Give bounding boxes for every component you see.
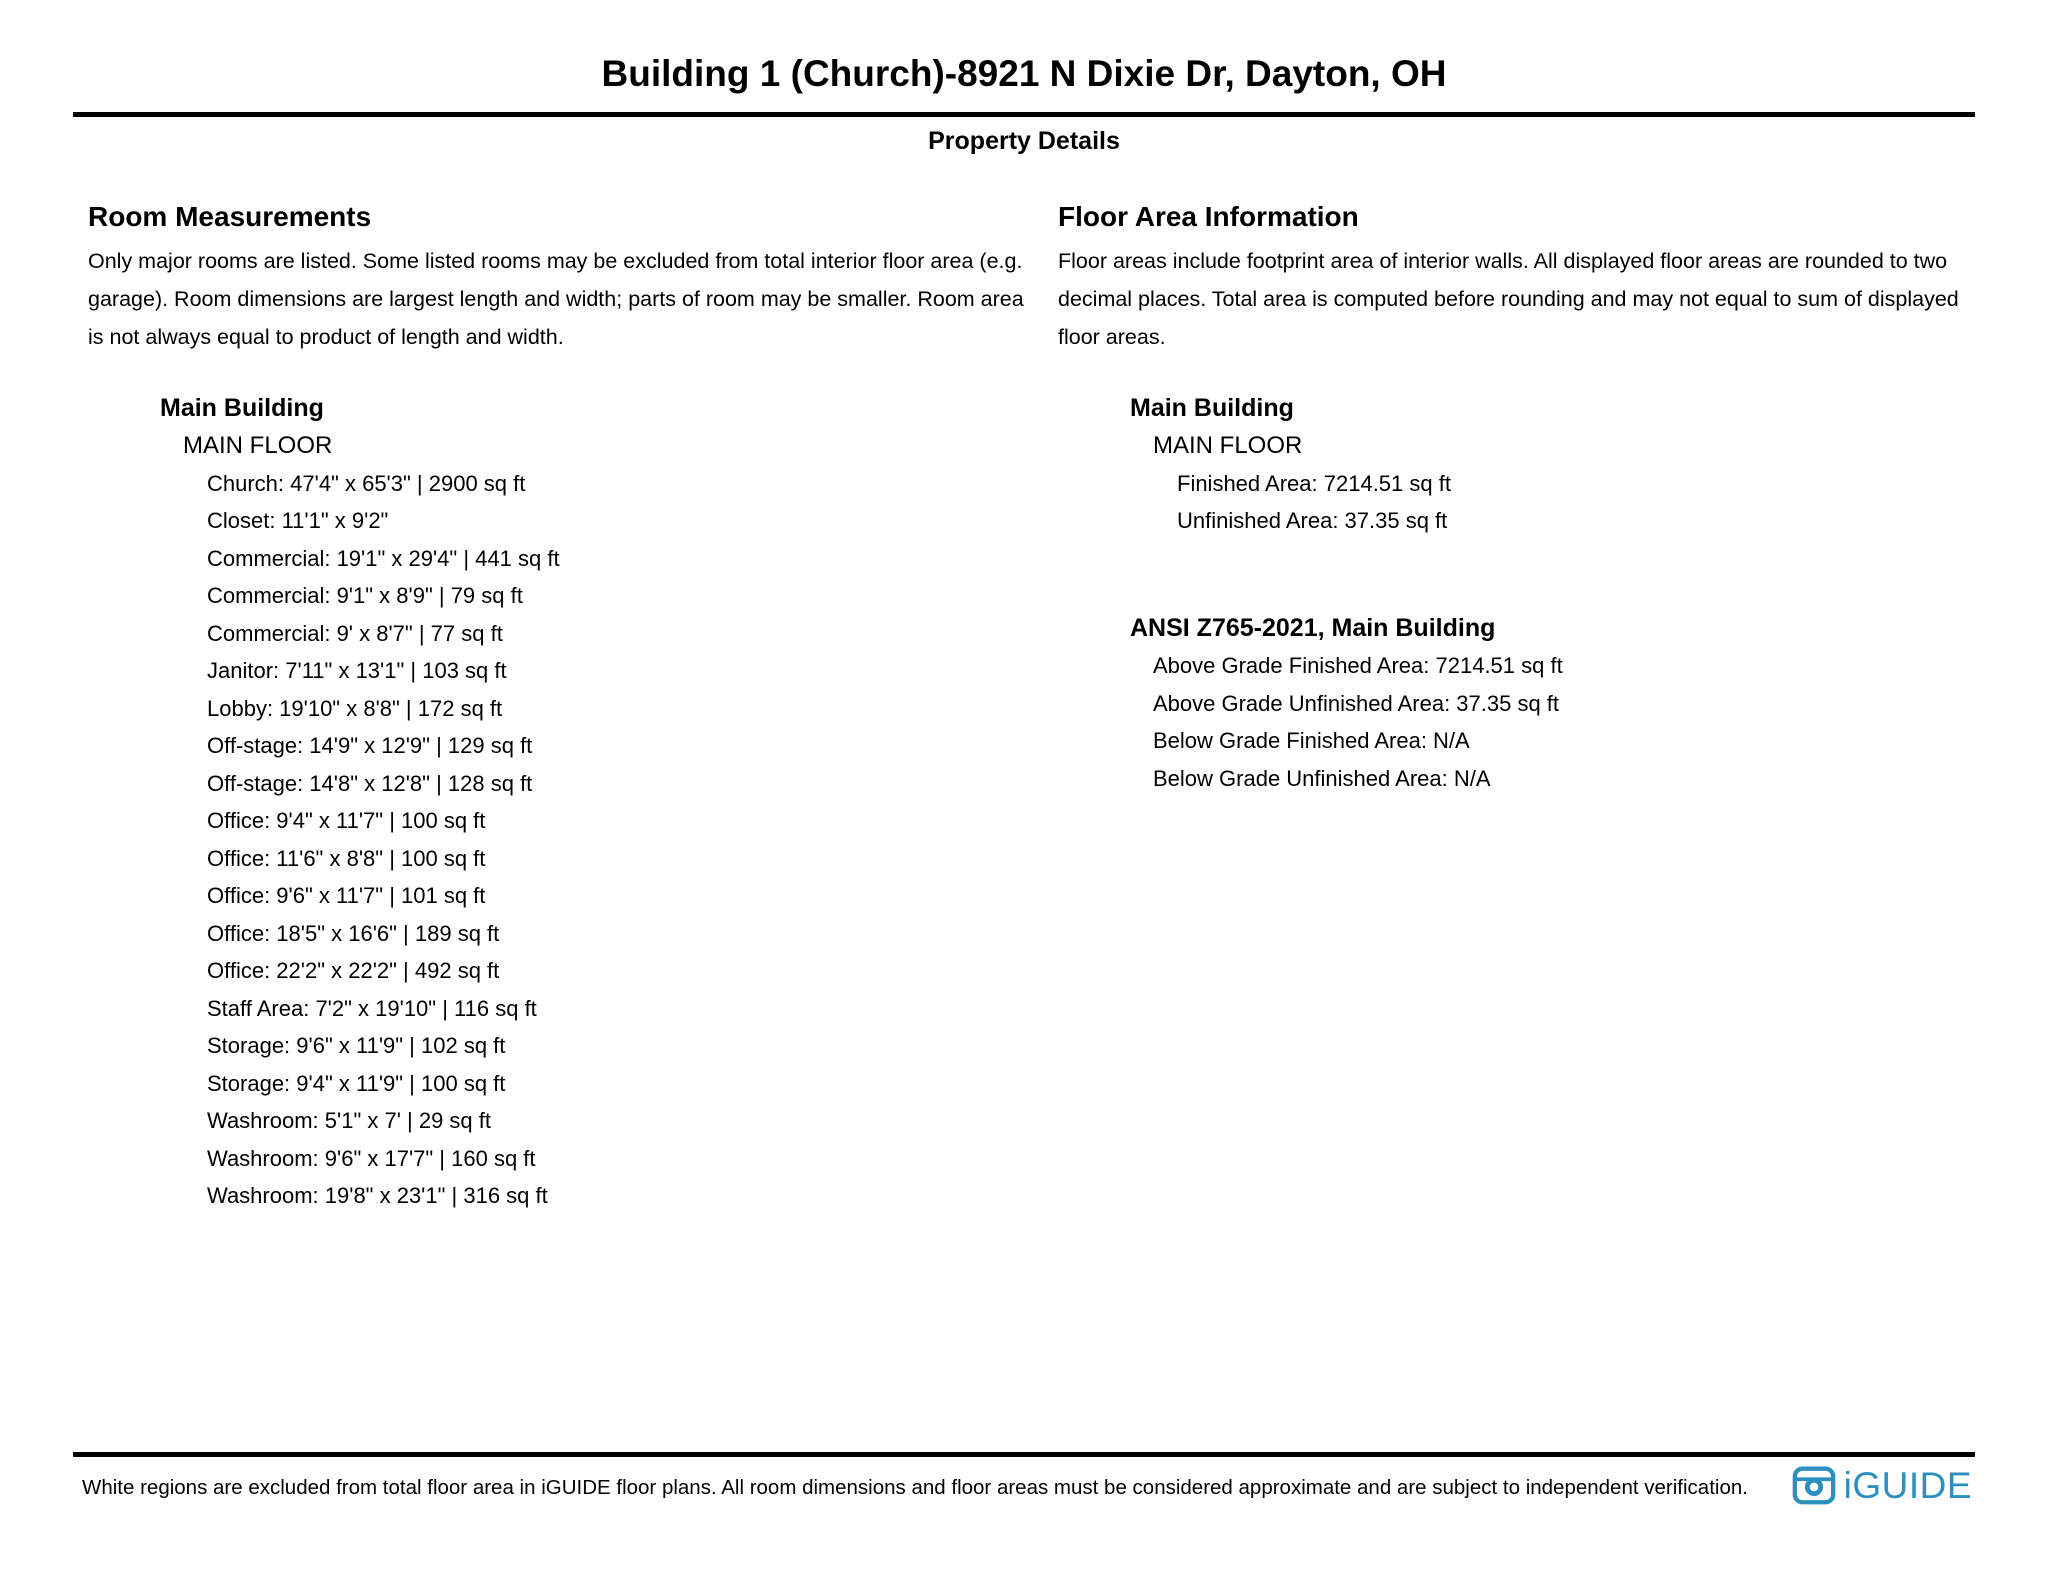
ansi-item: Below Grade Finished Area: N/A xyxy=(1153,728,1470,754)
room-item: Church: 47'4" x 65'3" | 2900 sq ft xyxy=(207,470,526,496)
building-name: Main Building xyxy=(1130,393,1294,422)
ansi-list xyxy=(1153,647,1988,797)
room-item: Commercial: 19'1" x 29'4" | 441 sq ft xyxy=(207,545,560,571)
room-item: Closet: 11'1" x 9'2" xyxy=(207,508,389,534)
ansi-item: Below Grade Unfinished Area: N/A xyxy=(1153,765,1491,791)
ansi-block xyxy=(1058,610,1988,798)
area-list xyxy=(1177,465,1988,540)
room-item: Off-stage: 14'8" x 12'8" | 128 sq ft xyxy=(207,770,533,796)
iguide-logo-text: iGUIDE xyxy=(1843,1464,1972,1506)
content-columns xyxy=(0,200,2048,1215)
room-item: Washroom: 19'8" x 23'1" | 316 sq ft xyxy=(207,1183,548,1209)
area-item: Unfinished Area: 37.35 sq ft xyxy=(1177,508,1448,534)
room-item: Storage: 9'6" x 11'9" | 102 sq ft xyxy=(207,1033,506,1059)
room-item: Lobby: 19'10" x 8'8" | 172 sq ft xyxy=(207,695,503,721)
floor-area-heading: Floor Area Information xyxy=(1058,201,1359,233)
room-item: Commercial: 9' x 8'7" | 77 sq ft xyxy=(207,620,503,646)
room-item: Washroom: 9'6" x 17'7" | 160 sq ft xyxy=(207,1145,536,1171)
page-subtitle: Property Details xyxy=(928,127,1120,156)
room-item: Office: 18'5" x 16'6" | 189 sq ft xyxy=(207,920,500,946)
footer-disclaimer: White regions are excluded from total floor area in iGUIDE floor plans. All room dimensions and floor areas must be considered approximate and are subject to independent verification. xyxy=(82,1476,1748,1499)
ansi-heading: ANSI Z765-2021, Main Building xyxy=(1130,613,1496,642)
building-name: Main Building xyxy=(160,393,324,422)
footer-divider xyxy=(73,1452,1975,1457)
room-list xyxy=(207,465,1058,1215)
room-item: Office: 9'6" x 11'7" | 101 sq ft xyxy=(207,883,486,909)
room-item: Janitor: 7'11" x 13'1" | 103 sq ft xyxy=(207,658,507,684)
room-item: Washroom: 5'1" x 7' | 29 sq ft xyxy=(207,1108,492,1134)
room-item: Commercial: 9'1" x 8'9" | 79 sq ft xyxy=(207,583,523,609)
area-item: Finished Area: 7214.51 sq ft xyxy=(1177,470,1451,496)
room-item: Office: 22'2" x 22'2" | 492 sq ft xyxy=(207,958,500,984)
floor-area-building-block xyxy=(1058,390,1988,540)
room-measurements-heading: Room Measurements xyxy=(88,201,372,233)
iguide-camera-icon xyxy=(1791,1462,1837,1508)
room-item: Off-stage: 14'9" x 12'9" | 129 sq ft xyxy=(207,733,533,759)
floor-area-description: Floor areas include footprint area of interior walls. All displayed floor areas are rounded to two decimal places. Total area is computed before rounding and may not equal to sum of displayed floor areas. xyxy=(1058,248,1959,349)
room-measurements-building-block xyxy=(88,390,1058,1215)
room-item: Storage: 9'4" x 11'9" | 100 sq ft xyxy=(207,1070,506,1096)
ansi-item: Above Grade Finished Area: 7214.51 sq ft xyxy=(1153,653,1563,679)
room-item: Staff Area: 7'2" x 19'10" | 116 sq ft xyxy=(207,995,537,1021)
room-item: Office: 9'4" x 11'7" | 100 sq ft xyxy=(207,808,486,834)
room-measurements-description: Only major rooms are listed. Some listed rooms may be excluded from total interior floor area (e.g. garage). Room dimensions are largest length and width; parts of room may be smaller. Room area is not always equal to product of length and width. xyxy=(88,248,1024,349)
ansi-item: Above Grade Unfinished Area: 37.35 sq ft xyxy=(1153,690,1560,716)
iguide-logo xyxy=(1791,1462,1972,1508)
floor-name: MAIN FLOOR xyxy=(183,432,333,460)
room-measurements-section xyxy=(88,200,1058,1215)
room-item: Office: 11'6" x 8'8" | 100 sq ft xyxy=(207,845,486,871)
title-divider xyxy=(73,112,1975,117)
page-title: Building 1 (Church)-8921 N Dixie Dr, Dayton, OH xyxy=(601,53,1447,94)
floor-name: MAIN FLOOR xyxy=(1153,432,1303,460)
floor-area-section xyxy=(1058,200,1988,1215)
